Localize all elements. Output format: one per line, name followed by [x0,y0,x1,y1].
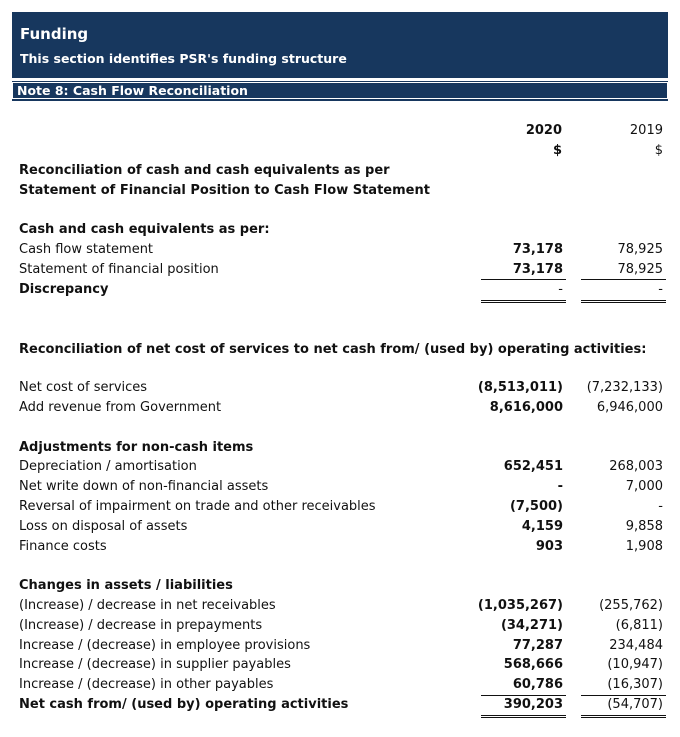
row-label: Cash flow statement [19,242,154,257]
subheading-label: Adjustments for non-cash items [19,440,254,455]
value-2019: - [658,282,663,297]
table-row [0,262,680,282]
double-underline-2019-top [581,300,666,301]
table-row-total [0,697,680,717]
section1-subheading [0,222,680,242]
value-2020: 8,616,000 [489,400,563,415]
value-2020: - [558,282,563,297]
value-2019: (10,947) [607,657,663,672]
section-heading: Reconciliation of net cost of services to net cash from/ (used by) operating activities: [19,342,647,357]
row-label: Finance costs [19,539,107,554]
double-underline-2020-bottom [481,302,566,303]
row-label: Add revenue from Government [19,400,222,415]
value-2019: (6,811) [615,618,663,633]
value-2020: 77,287 [512,638,563,653]
value-2019: (16,307) [607,677,663,692]
section1-heading-line2 [0,183,680,203]
value-2019: (255,762) [599,598,663,613]
value-2019: 78,925 [617,262,663,277]
underline-2019 [581,695,666,696]
funding-banner [12,12,668,78]
value-2019: 234,484 [609,638,663,653]
row-label: Statement of financial position [19,262,219,277]
value-2019: 6,946,000 [596,400,663,415]
table-row [0,519,680,539]
value-2020: (7,500) [509,499,563,514]
double-underline-2020-top [481,715,566,716]
table-row [0,638,680,658]
value-2020: 652,451 [503,459,563,474]
table-row [0,459,680,479]
note-title-bar [12,80,668,101]
table-row [0,479,680,499]
row-label: (Increase) / decrease in prepayments [19,618,263,633]
section-heading: Statement of Financial Position to Cash Flow Statement [19,183,430,198]
note-title: Note 8: Cash Flow Reconciliation [12,82,668,99]
value-2020: 390,203 [503,697,563,712]
value-2020: 903 [535,539,563,554]
value-2020: 73,178 [512,262,563,277]
value-2020: 60,786 [512,677,563,692]
value-2020: (34,271) [500,618,563,633]
table-row [0,657,680,677]
row-label: Loss on disposal of assets [19,519,188,534]
column-header-2020: 2020 [525,123,562,138]
value-2019: 1,908 [625,539,663,554]
value-2019: - [658,499,663,514]
row-label: Net cost of services [19,380,148,395]
table-row [0,598,680,618]
table-row [0,380,680,400]
column-header-2019: 2019 [629,123,663,138]
row-label: Net write down of non-financial assets [19,479,269,494]
value-2020: (8,513,011) [477,380,563,395]
value-2020: 73,178 [512,242,563,257]
section2-heading [0,342,680,362]
row-label: Depreciation / amortisation [19,459,197,474]
table-row [0,242,680,262]
subheading-label: Cash and cash equivalents as per: [19,222,270,237]
table-row [0,618,680,638]
value-2019: 268,003 [609,459,663,474]
underline-2020 [481,695,566,696]
section-heading: Reconciliation of cash and cash equivalents as per [19,163,390,178]
value-2019: 9,858 [625,519,663,534]
double-underline-2020-bottom [481,717,566,718]
row-label: Reversal of impairment on trade and other receivables [19,499,376,514]
row-label: (Increase) / decrease in net receivables [19,598,276,613]
row-label: Net cash from/ (used by) operating activities [19,697,349,712]
double-underline-2019-bottom [581,717,666,718]
underline-2019 [581,279,666,280]
row-label: Increase / (decrease) in supplier payables [19,657,291,672]
double-underline-2019-bottom [581,302,666,303]
changes-heading [0,578,680,598]
table-row [0,400,680,420]
value-2019: (54,707) [607,697,663,712]
value-2020: - [557,479,563,494]
table-row [0,499,680,519]
underline-2020 [481,279,566,280]
table-row [0,539,680,559]
double-underline-2020-top [481,300,566,301]
row-label: Discrepancy [19,282,109,297]
value-2019: (7,232,133) [586,380,663,395]
section1-heading-line1 [0,163,680,183]
value-2020: 4,159 [521,519,563,534]
value-2019: 78,925 [617,242,663,257]
currency-2019: $ [654,143,663,158]
table-row [0,677,680,697]
value-2020: (1,035,267) [477,598,563,613]
row-label: Increase / (decrease) in other payables [19,677,274,692]
subheading-label: Changes in assets / liabilities [19,578,233,593]
double-underline-2019-top [581,715,666,716]
banner-subtitle: This section identifies PSR's funding structure [20,51,347,66]
table-row [0,282,680,302]
banner-title: Funding [20,25,89,43]
value-2020: 568,666 [503,657,563,672]
adjustments-heading [0,440,680,460]
value-2019: 7,000 [625,479,663,494]
currency-2020: $ [552,143,562,158]
row-label: Increase / (decrease) in employee provisions [19,638,311,653]
